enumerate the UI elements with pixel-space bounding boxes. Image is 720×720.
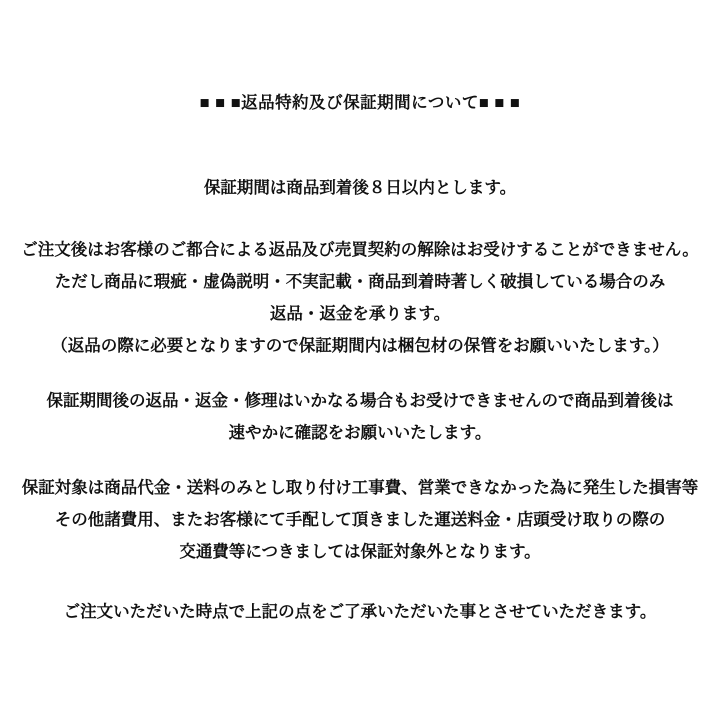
text-line: 速やかに確認をお願いいたします。 bbox=[228, 424, 492, 442]
policy-paragraph bbox=[0, 172, 720, 204]
policy-paragraph bbox=[0, 596, 720, 628]
policy-paragraphs bbox=[0, 172, 720, 628]
text-line: ただし商品に瑕疵・虚偽説明・不実記載・商品到着時著しく破損している場合のみ bbox=[54, 273, 666, 291]
policy-paragraph bbox=[0, 385, 720, 449]
text-line: 保証対象は商品代金・送料のみとし取り付け工事費、営業できなかった為に発生した損害等 bbox=[21, 479, 699, 497]
text-line: 交通費等につきましては保証対象外となります。 bbox=[179, 543, 541, 561]
text-line: 保証期間は商品到着後８日以内とします。 bbox=[203, 179, 517, 197]
text-line: 返品・返金を承ります。 bbox=[269, 305, 451, 323]
policy-paragraph bbox=[0, 234, 720, 362]
text-line: ご注文後はお客様のご都合による返品及び売買契約の解除はお受けすることができません。 bbox=[21, 241, 699, 259]
text-line: （返品の際に必要となりますので保証期間内は梱包材の保管をお願いいたします。） bbox=[51, 337, 669, 355]
text-line: ご注文いただいた時点で上記の点をご了承いただいた事とさせていただきます。 bbox=[63, 603, 657, 621]
page-title: ■ ■ ■返品特約及び保証期間について■ ■ ■ bbox=[199, 94, 521, 112]
text-line: その他諸費用、またお客様にて手配して頂きました運送料金・店頭受け取りの際の bbox=[54, 511, 666, 529]
policy-paragraph bbox=[0, 472, 720, 568]
text-line: 保証期間後の返品・返金・修理はいかなる場合もお受けできませんので商品到着後は bbox=[46, 392, 674, 410]
